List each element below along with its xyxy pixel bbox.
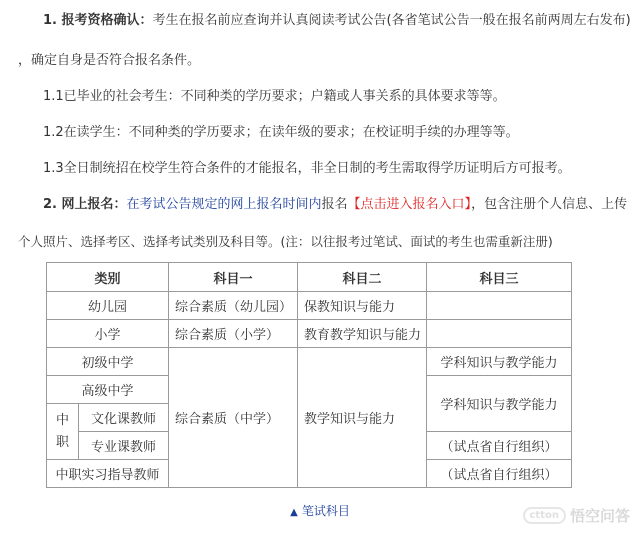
kindergarten-subject3-empty	[427, 292, 572, 320]
registration-entry-link[interactable]: 【点击进入报名入口】	[347, 197, 472, 212]
section1-heading: 1. 报考资格确认：	[43, 13, 153, 28]
primary-subject3-empty	[427, 320, 572, 348]
middle-subject2: 教学知识与能力	[298, 348, 427, 488]
table-row	[47, 320, 572, 348]
subjects-table	[46, 262, 572, 488]
kindergarten-subject1: 综合素质（幼儿园）	[169, 292, 298, 320]
primary-subject2: 教育教学知识与能力	[298, 320, 427, 348]
senior-subject3: 学科知识与教学能力	[427, 376, 572, 432]
requirement-item-2: 1.2在读学生：不同种类的学历要求；在读年级的要求；在校证明手续的办理等等。	[43, 125, 519, 140]
caption-text: 笔试科目	[301, 504, 350, 518]
row-internship-teacher: 中职实习指导教师	[47, 460, 169, 488]
primary-subject1: 综合素质（小学）	[169, 320, 298, 348]
watermark-text: 悟空问答	[569, 507, 630, 525]
section2-text-cont: 个人照片、选择考区、选择考试类别及科目等。(注：以往报考过笔试、面试的考生也需重新注册)	[18, 234, 553, 249]
header-subject2: 科目二	[298, 263, 427, 292]
registration-period-text: 在考试公告规定的网上报名时间内	[126, 197, 322, 212]
header-subject3: 科目三	[427, 263, 572, 292]
table-header-row	[47, 263, 572, 292]
row-junior: 初级中学	[47, 348, 169, 376]
section1-line1	[43, 12, 631, 30]
section2-line1	[43, 196, 627, 214]
middle-subject1: 综合素质（中学）	[169, 348, 298, 488]
professional-subject3: （试点省自行组织）	[427, 432, 572, 460]
row-kindergarten: 幼儿园	[47, 292, 169, 320]
header-subject1: 科目一	[169, 263, 298, 292]
triangle-up-icon: ▲	[290, 507, 298, 518]
internship-subject3: （试点省自行组织）	[427, 460, 572, 488]
row-professional-teacher: 专业课教师	[79, 432, 169, 460]
table-row	[47, 292, 572, 320]
section1-text-cont: ，确定自身是否符合报名条件。	[18, 53, 201, 68]
vocational-label: 中职	[55, 412, 69, 450]
table-row	[47, 348, 572, 376]
section1-text: 考生在报名前应查询并认真阅读考试公告(各省笔试公告一般在报名前两周左右发布)	[152, 13, 631, 28]
row-vocational	[47, 404, 79, 460]
requirement-item-3: 1.3全日制统招在校学生符合条件的才能报名，非全日制的考生需取得学历证明后方可报考。	[43, 161, 571, 176]
watermark-logo: ctton	[523, 507, 566, 524]
row-culture-teacher: 文化课教师	[79, 404, 169, 432]
junior-subject3: 学科知识与教学能力	[427, 348, 572, 376]
section2-heading: 2. 网上报名：	[43, 197, 127, 212]
header-category: 类别	[47, 263, 169, 292]
section2-text-after: ，包含注册个人信息、上传	[471, 197, 628, 212]
row-primary: 小学	[47, 320, 169, 348]
requirement-item-1: 1.1已毕业的社会考生：不同种类的学历要求；户籍或人事关系的具体要求等等。	[43, 89, 506, 104]
section2-text-mid: 报名	[321, 197, 348, 212]
watermark	[523, 505, 631, 526]
kindergarten-subject2: 保教知识与能力	[298, 292, 427, 320]
row-senior: 高级中学	[47, 376, 169, 404]
